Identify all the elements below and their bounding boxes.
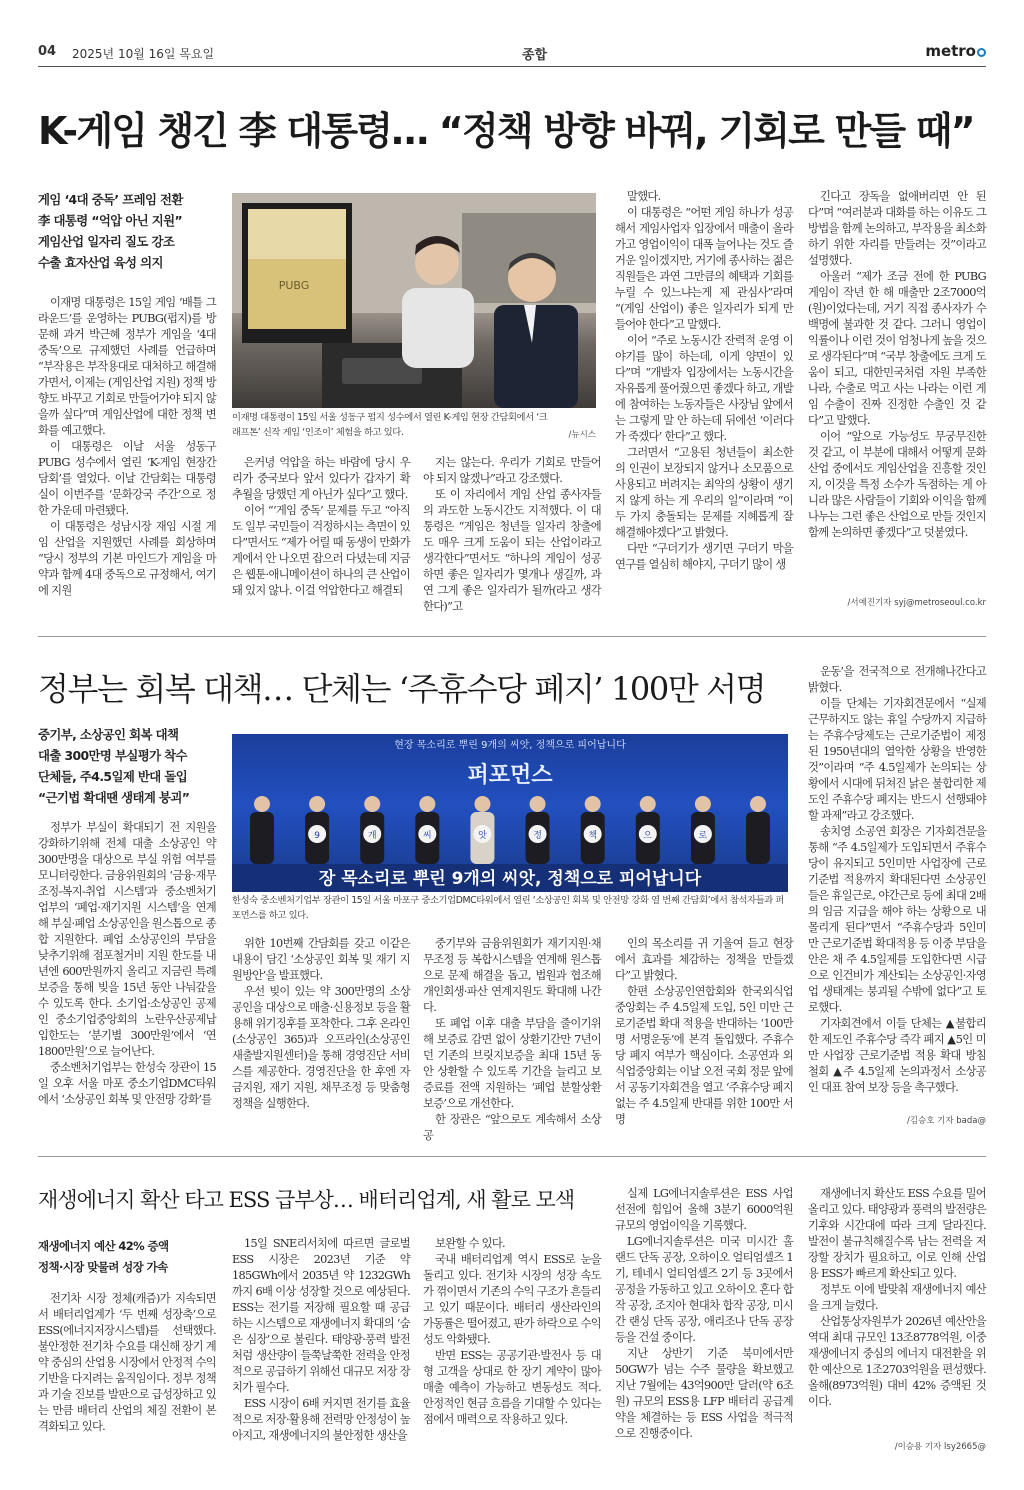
photo-person-head bbox=[585, 796, 601, 812]
photo-person bbox=[250, 812, 274, 864]
article1-subhead: 게임산업 일자리 질도 강조 bbox=[38, 234, 175, 249]
photo-ceremony-stage bbox=[232, 734, 788, 892]
paragraph: 재생에너지 확산도 ESS 수요를 밀어올리고 있다. 태양광과 풍력의 발전량은 기후와 시간대에 따라 크게 달라진다. 발전이 불규칙해질수록 남는 전력을 저장할 장치가 필요하고, 이로 인해 산업용 ESS가 빠르게 확산되고 있다. bbox=[808, 1187, 986, 1280]
photo-person-head bbox=[695, 796, 711, 812]
article3-col2 bbox=[232, 1236, 410, 1444]
article3-col5 bbox=[808, 1186, 986, 1410]
paragraph: 지는 않는다. 우리가 기회로 만들어야 되지 않겠나”라고 강조했다. bbox=[423, 456, 601, 485]
article2-col1 bbox=[38, 820, 216, 1108]
photo-person bbox=[746, 812, 770, 864]
article1-col1 bbox=[38, 295, 216, 599]
photo-person-head bbox=[640, 796, 656, 812]
article1-col2 bbox=[232, 455, 410, 599]
logo-text: metro bbox=[925, 42, 976, 60]
article1-photo bbox=[232, 193, 596, 408]
article1-subhead: 李 대통령 “억압 아닌 지원” bbox=[38, 213, 183, 228]
paragraph: 이재명 대통령은 15일 게임 ‘배틀 그라운드’를 운영하는 PUBG(펍지)를 방문해 과거 박근혜 정부가 게임을 ‘4대 중독’으로 규제했던 사례를 언급하며 “부작용은 부작용대로 대처하고 해결해가면서, 이제는 (게임산업 지원) 정책 방향도 바꾸고 기회로 만들어가야 되지 않을까 싶다”며 게임산업에 대한 정책 변화를 예고했다. bbox=[38, 296, 216, 437]
article1-photo-credit: /뉴시스 bbox=[568, 430, 596, 440]
photo-person-head bbox=[364, 796, 380, 812]
paragraph: 인의 목소리를 귀 기울여 듣고 현장에서 효과를 체감하는 정책을 만들겠다”고 밝혔다. bbox=[615, 937, 793, 982]
article2-subhead: 대출 300만명 부실평가 착수 bbox=[38, 748, 187, 763]
photo-banner-bottom: 장 목소리로 뿌린 9개의 씨앗, 정책으로 피어납니다 bbox=[318, 869, 702, 889]
article3-subhead: 재생에너지 예산 42% 증액 bbox=[38, 1239, 169, 1253]
logo-circle-icon bbox=[977, 48, 986, 57]
photo-person-head bbox=[474, 796, 490, 812]
paragraph: 기자회견에서 이들 단체는 ▲불합리한 제도인 주휴수당 즉각 폐지 ▲5인 미만 사업장 근로기준법 적용 확대 방침 철회 ▲주 4.5일제 논의과정서 소상공인 대표 참여 보장 등을 촉구했다. bbox=[808, 1017, 986, 1094]
article2-col2 bbox=[232, 936, 410, 1112]
paragraph: 이들 단체는 기자회견문에서 “실제 근무하지도 않는 휴일 수당까지 지급하는 주휴수당제도는 근로기준법이 제정된 1950년대의 열악한 상황을 반영한 것”이라며 “주 4.5일제가 논의되는 상황에서 시대에 뒤쳐진 낡은 불합리한 제도인 주휴수당 폐지는 반드시 선행돼야 할 과제”라고 강조했다. bbox=[808, 697, 986, 822]
article1-byline: /서예진기자 syj@metroseoul.co.kr bbox=[847, 598, 986, 608]
paragraph: 중소벤처기업부는 한성숙 장관이 15일 오후 서울 마포 중소기업DMC타워에서 ‘소상공인 회복 및 안전망 강화’를 bbox=[38, 1061, 216, 1106]
section-name: 종합 bbox=[522, 48, 548, 63]
photo-pot-label: 9 bbox=[314, 831, 320, 841]
photo-pot-label: 으 bbox=[643, 831, 653, 841]
paragraph: 이어 “앞으로 가능성도 무궁무진한 것 같고, 이 부분에 대해서 어떻게 문화 산업 중에서도 게임산업을 진흥할 것인지, 이것을 특정 소수가 독점하는 게 아니라 많은 사람들이 기회와 이익을 함께 나누는 그런 좋은 산업으로 만들 것인지 함께 논의하면 좋겠다”고 덧붙였다. bbox=[808, 430, 986, 539]
paragraph: 아울러 “제가 조금 전에 한 PUBG 게임이 작년 한 해 매출만 2조7000억 (원)이었다는데, 거기 직접 종사자가 수백명에 불과한 것 같다. 그러니 영업이익률이나 이런 것이 엄청나게 높을 것으로 생각된다”며 “국부 창출에도 크게 도움이 되고, 대한민국처럼 자원 부족한 나라, 수출로 먹고 사는 나라는 이런 게임 수출이 진짜 진정한 수출인 것 같다”고 말했다. bbox=[808, 270, 986, 427]
photo-person-head bbox=[309, 796, 325, 812]
photo-person-head bbox=[530, 796, 546, 812]
photo-title: 퍼포먼스 bbox=[467, 763, 553, 788]
paragraph: 이어 “‘게임 중독’ 문제를 두고 “아직도 일부 국민들이 걱정하시는 측면이 있다”면서도 “제가 어릴 때 동생이 만화가게에서 안 나오면 잡으러 다녔는데 지금은 웹툰·애니메이션이 하나의 큰 산업이 돼 있지 않나. 이걸 억압한다고 해결되 bbox=[232, 504, 410, 597]
photo-pot-label: 로 bbox=[698, 831, 708, 841]
article3-col4 bbox=[615, 1186, 793, 1442]
photo-pot-label: 정 bbox=[533, 831, 542, 841]
paragraph: 15일 SNE리서치에 따르면 글로벌 ESS 시장은 2023년 기준 약 185GWh에서 2035년 약 1232GWh까지 6배 이상 성장할 것으로 예상된다. ESS는 전기를 저장해 필요할 때 공급하는 시스템으로 재생에너지 확대의 ‘숨은 심장’으로 불린다. 태양광·풍력 발전처럼 생산량이 들쭉날쭉한 전력을 안정적으로 공급하기 위해선 대규모 저장 장치가 필수다. bbox=[232, 1237, 410, 1394]
paragraph: LG에너지솔루션은 미국 미시간 홀랜드 단독 공장, 오하이오 얼티엄셀즈 1기, 테네시 얼티엄셀즈 2기 등 3곳에서 공정을 가동하고 있고 오하이오 혼다 합작 공장, 조지아 현대차 합작 공장, 미시간 랜싱 단독 공장, 애리조나 단독 공장 등을 건설 중이다. bbox=[615, 1235, 793, 1344]
article2-photo bbox=[232, 734, 788, 892]
paragraph: ESS 시장이 6배 커지면 전기를 효율적으로 저장·활용해 전력망 안정성이 높아지고, 재생에너지의 불안정한 생산을 bbox=[232, 1397, 410, 1442]
photo-pot-label: 씨 bbox=[422, 831, 432, 841]
article2-col4 bbox=[615, 936, 793, 1128]
section-divider bbox=[38, 636, 986, 637]
article2-col5 bbox=[808, 664, 986, 1096]
screen-label: PUBG bbox=[278, 279, 310, 292]
paragraph: 중기부와 금융위원회가 재기지원·채무조정 등 복합시스템을 연계해 원스톱으로 문제 해결을 돕고, 법원과 협조해 개인회생·파산 연계지원도 확대해 나간다. bbox=[423, 937, 601, 1014]
article3-headline: 재생에너지 확산 타고 ESS 급부상… 배터리업계, 새 활로 모색 bbox=[38, 1188, 575, 1212]
article3-col1 bbox=[38, 1291, 216, 1435]
paragraph: 산업통상자원부가 2026년 예산안을 역대 최대 규모인 13조8778억원, 이중 재생에너지 중심의 에너지 대전환을 위한 예산으로 1조2703억원을 편성했다. 올해(8973억원) 대비 42% 증액된 것이다. bbox=[808, 1315, 986, 1408]
article3-col3 bbox=[423, 1236, 601, 1428]
paragraph: 은커녕 억압을 하는 바람에 당시 우리가 중국보다 앞서 있다가 갑자기 확 추월을 당했던 게 아닌가 싶다”고 했다. bbox=[232, 456, 410, 501]
paragraph: 국내 배터리업계 역시 ESS로 눈을 돌리고 있다. 전기차 시장의 성장 속도가 꺾이면서 기존의 수익 구조가 흔들리고 있기 때문이다. 배터리 생산라인의 가동률은 떨어졌고, 판가 하락으로 수익성도 악화됐다. bbox=[423, 1253, 601, 1346]
article1-col3 bbox=[423, 455, 601, 615]
paragraph: 한 장관은 “앞으로도 계속해서 소상공 bbox=[423, 1113, 601, 1142]
paragraph: 지난 상반기 기준 북미에서만 50GW가 넘는 수주 물량을 확보했고 지난 7월에는 43억900만 달러(약 6조 원) 규모의 ESS용 LFP 배터리 공급계약을 체결하는 등 ESS 사업을 적극적으로 진행중이다. bbox=[615, 1347, 793, 1440]
paragraph: 우선 빚이 있는 약 300만명의 소상공인을 대상으로 매출·신용정보 등을 활용해 위기징후를 포착한다. 그후 온라인(소상공인 365)과 오프라인(소상공인 새출발지원센터)을 통해 경영진단 서비스를 제공한다. 경영진단을 한 후엔 자금지원, 재기 지원, 채무조정 등 맞춤형 정책을 실행한다. bbox=[232, 985, 410, 1110]
paragraph: 정부도 이에 발맞춰 재생에너지 예산을 크게 늘렸다. bbox=[808, 1283, 986, 1312]
paragraph: 이어 “주로 노동시간 잔력적 운영 이야기를 많이 하는데, 이게 양면이 있다”며 “개발자 입장에서는 노동시간을 자유롭게 풀어줬으면 좋겠다 하고, 개발에 참여하는 노동자들은 사장님 앞에서는 그렇게 말 안 하는데 뒤에선 ‘이러다가 죽겠다’ 한다”고 했다. bbox=[615, 334, 793, 443]
paragraph: 반면 ESS는 공공기관·발전사 등 대형 고객을 상대로 한 장기 계약이 많아 매출 예측이 가능하고 변동성도 적다. 안정적인 현금 흐름을 기대할 수 있다는 점에서 매력으로 작용하고 있다. bbox=[423, 1349, 601, 1426]
paragraph: 운동’을 전국적으로 전개해나간다고 밝혔다. bbox=[808, 665, 986, 694]
paragraph: 보완할 수 있다. bbox=[435, 1237, 505, 1250]
page-number: 04 bbox=[38, 44, 57, 59]
article1-headline: K-게임 챙긴 李 대통령… “정책 방향 바꿔, 기회로 만들 때” bbox=[38, 109, 974, 153]
photo-banner-top: 현장 목소리로 뿌린 9개의 씨앗, 정책으로 피어납니다 bbox=[394, 740, 626, 751]
paragraph: 위한 10번째 간담회를 갖고 이같은 내용이 담긴 ‘소상공인 회복 및 재기 지원방안’을 발표했다. bbox=[232, 937, 410, 982]
photo-pot-label: 개 bbox=[367, 831, 377, 841]
paragraph: 이 대통령은 “어떤 게임 하나가 성공해서 게임사업자 입장에서 매출이 올라가고 영업이익이 대폭 늘어나는 것도 즐거운 일이겠지만, 거기에 종사하는 젊은 직원들은 과연 그만큼의 혜택과 기회를 누릴 수 있느냐는게 제 관심사”라며 “(게임 산업이) 좋은 일자리가 되게 만들어야 한다”고 말했다. bbox=[615, 206, 793, 331]
article1-subhead: 수출 효자산업 육성 의지 bbox=[38, 255, 163, 270]
article2-photo-caption: 한성숙 중소벤처기업부 장관이 15일 서울 마포구 중소기업DMC타워에서 열린 ‘소상공인 회복 및 안전망 강화 열 번째 간담회’에서 참석자들과 퍼포먼스를 하고 있다. bbox=[232, 895, 784, 921]
paragraph: 말했다. bbox=[627, 190, 661, 203]
paragraph: 긴다고 장독을 없애버리면 안 된다”며 “여러분과 대화를 하는 이유도 그 방법을 함께 논의하고, 부작용을 최소화하기 위한 자리를 만들려는 것”이라고 설명했다. bbox=[808, 190, 986, 267]
article2-subhead: “근기법 확대땐 생태계 붕괴” bbox=[38, 790, 190, 805]
photo-people bbox=[250, 796, 770, 864]
paragraph: 다만 “구더기가 생기면 구더기 막을 연구를 열심히 해야지, 구더기 많이 생 bbox=[615, 542, 793, 571]
article1-col5 bbox=[808, 189, 986, 541]
article1-photo-caption: 이재명 대통령이 15일 서울 성동구 펍지 성수에서 열린 K-게임 현장 간담회에서 ‘크래프톤’ 신작 게임 ‘인조이’ 체험을 하고 있다. bbox=[232, 412, 548, 438]
article2-byline: /김승호 기자 bada@ bbox=[906, 1116, 986, 1126]
section-divider bbox=[38, 1156, 986, 1157]
article3-subhead: 정책·시장 맞물려 성장 가속 bbox=[38, 1260, 168, 1274]
article2-headline: 정부는 회복 대책… 단체는 ‘주휴수당 폐지’ 100만 서명 bbox=[38, 670, 766, 708]
paragraph: 또 폐업 이후 대출 부담을 줄이기위해 보증료 감면 없이 상환기간만 7년이던 기존의 브릿지보증을 최대 15년 동안 상환할 수 있도록 기간을 늘리고 보증료를 전액 지원하는 ‘폐업 분할상환 보증’으로 개선한다. bbox=[423, 1017, 601, 1110]
page-header bbox=[38, 44, 986, 64]
article1-col4 bbox=[615, 189, 793, 573]
article1-subheads bbox=[38, 189, 223, 273]
header-rule bbox=[38, 66, 986, 67]
paragraph: 한편 소상공인연합회와 한국외식업중앙회는 주 4.5일제 도입, 5인 미만 근로기준법 확대 적용을 반대하는 ‘100만명 서명운동’에 본격 돌입했다. 주휴수당 폐지 여부가 핵심이다. 소공연과 외식업중앙회는 이날 오전 국회 정문 앞에서 공동기자회견을 열고 ‘주휴수당 폐지 없는 주 4.5일제 반대를 위한 100만 서명 bbox=[615, 985, 793, 1126]
article3-byline: /이승용 기자 lsy2665@ bbox=[894, 1442, 986, 1452]
paragraph: 이 대통령은 이날 서울 성동구 PUBG 성수에서 열린 ‘K-게임 현장간담회’를 열었다. 이날 간담회는 대통령실이 이번주를 ‘문화강국 주간’으로 정한 가운데 마련됐다. bbox=[38, 440, 216, 517]
paragraph: 전기차 시장 정체(캐즘)가 지속되면서 배터리업계가 ‘두 번째 성장축’으로 ESS(에너지저장시스템)를 선택했다. 불안정한 전기차 수요를 대신해 장기 계약 중심의 산업용 시장에서 안정적 수익 기반을 다지려는 움직임이다. 정부 정책과 기술 진보를 발판으로 급성장하고 있는 만큼 배터리 산업의 체질 전환이 본격화되고 있다. bbox=[38, 1292, 216, 1433]
photo-pot-label: 앗 bbox=[478, 831, 487, 841]
photo-gaming-scene bbox=[232, 193, 596, 408]
paragraph: 송치영 소공연 회장은 기자회견문을 통해 “주 4.5일제가 도입되면서 주휴수당이 유지되고 5인미만 사업장에 근로기준법 적용까지 확대된다면 소상공인들은 휴일근로, 야간근로 등에 최대 2배의 임금 지급을 해야 하는 상황으로 내몰리게 된다”면서 “주휴수당과 5인미만 근로기준법 확대적용 등 이중 부담을 안은 채 주 4.5일제를 도입한다면 시급으로 인건비가 계산되는 소상공인·자영업 생태계는 붕괴될 수밖에 없다”고 토로했다. bbox=[808, 825, 986, 1014]
paragraph: 정부가 부실이 확대되기 전 지원을 강화하기위해 전체 대출 소상공인 약 300만명을 대상으로 부실 위험 여부를 모니터링한다. 금융위원회의 ‘금융·재무조정-복지-취업 시스템’과 중소벤처기업부의 ‘폐업·재기지원 시스템’을 연계해 부실·폐업 소상공인을 원스톱으로 종합 지원한다. 폐업 소상공인의 부담을 낮추기위해 점포철거비 지원 한도를 내년엔 600만원까지 올리고 지금린 특례보증을 통해 빚을 15년 동안 나눠갚을 수 있도록 한다. 소기업·소상공인 공제인 중소기업중앙회의 노란우산공제납입한도는 ‘분기별 300만원’에서 ‘연 1800만원’으로 늘어난다. bbox=[38, 821, 216, 1058]
photo-person-head bbox=[419, 796, 435, 812]
article3-subheads bbox=[38, 1236, 223, 1278]
photo-person-head bbox=[750, 796, 766, 812]
issue-date: 2025년 10월 16일 목요일 bbox=[72, 47, 215, 61]
metro-logo bbox=[925, 42, 986, 60]
article2-subhead: 중기부, 소상공인 회복 대책 bbox=[38, 727, 179, 742]
article2-col3 bbox=[423, 936, 601, 1144]
article2-subheads bbox=[38, 724, 223, 808]
paragraph: 또 이 자리에서 게임 산업 종사자들의 과도한 노동시간도 지적했다. 이 대통령은 “게임은 청년들 일자리 창출에도 매우 크게 도움이 되는 산업이라고 생각한다”면서도 “하나의 게임이 성공하면 좋은 일자리가 몇개나 생길까, 과연 그게 좋은 일자리가 될까(라고 생각한다)”고 bbox=[423, 488, 601, 613]
photo-pot-label: 책 bbox=[588, 831, 598, 841]
photo-person-head bbox=[254, 796, 270, 812]
paragraph: 그러면서 “고용된 청년들이 최소한의 인권이 보장되지 않거나 소모품으로 사용되고 버려지는 최악의 상황이 생기지 않게 하는 게 우리의 일”이라며 “이 두 가지 충돌되는 문제를 지혜롭게 잘 해결해야겠다”고 밝혔다. bbox=[615, 446, 793, 539]
article1-subhead: 게임 ‘4대 중독’ 프레임 전환 bbox=[38, 192, 183, 207]
paragraph: 이 대통령은 성남시장 재임 시절 게임 산업을 지원했던 사례를 회상하며 “당시 정부의 기본 마인드가 게임을 마약과 함께 4대 중독으로 규정해서, 여기에 지원 bbox=[38, 520, 216, 597]
paragraph: 실제 LG에너지솔루션은 ESS 사업 선전에 힘입어 올해 3분기 6000억원 규모의 영업이익을 기록했다. bbox=[615, 1187, 793, 1232]
article2-subhead: 단체들, 주4.5일제 반대 돌입 bbox=[38, 769, 188, 784]
